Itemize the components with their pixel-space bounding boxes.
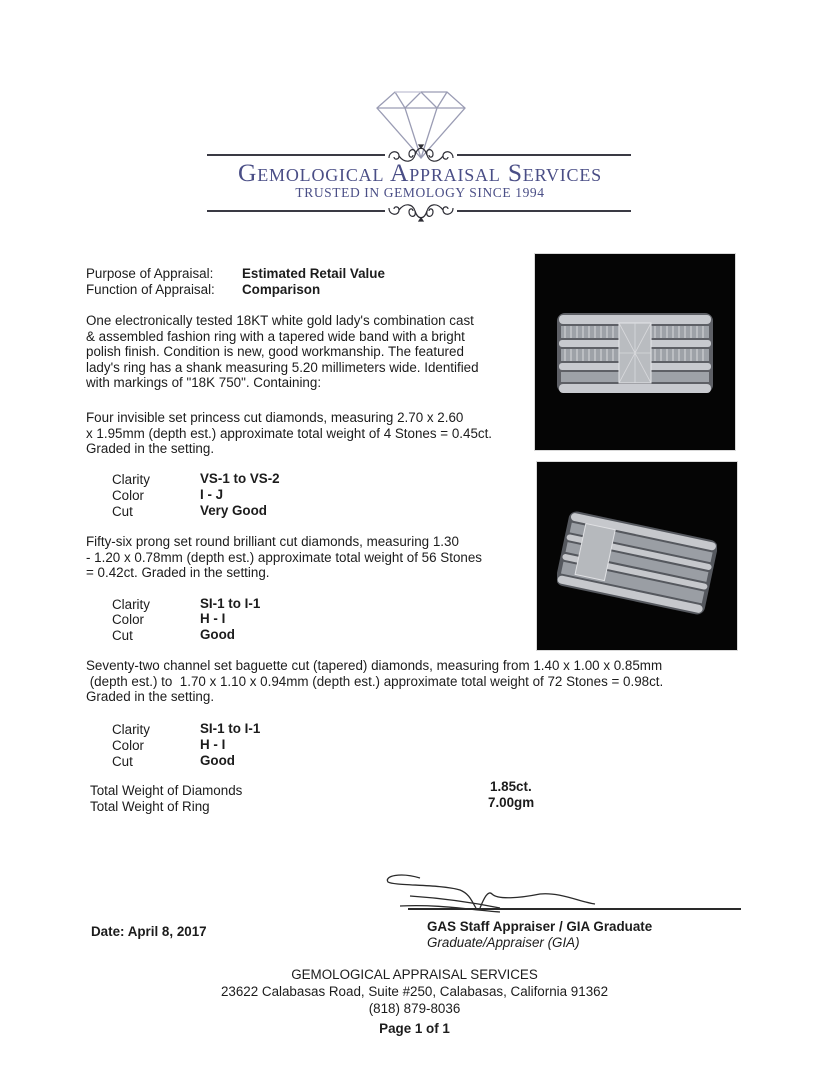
appraiser-signature <box>380 868 620 918</box>
footer-address: 23622 Calabasas Road, Suite #250, Calabasas, California 91362 <box>220 984 609 999</box>
total-ring-label: Total Weight of Ring <box>90 799 210 814</box>
total-ring-value: 7.00gm <box>488 795 535 810</box>
stone-group-round <box>86 534 482 581</box>
ring-photo-angled <box>536 461 738 651</box>
ring-front-image <box>555 309 715 399</box>
description-line: One electronically tested 18KT white gold lady's combination cast <box>86 313 474 328</box>
cut-value: Good <box>200 627 235 642</box>
ring-angled-image <box>557 507 717 617</box>
stone-description-line: - 1.20 x 0.78mm (depth est.) approximate total weight of 56 Stones <box>86 549 482 565</box>
stone-description-line: Seventy-two channel set baguette cut (tapered) diamonds, measuring from 1.40 x 1.00 x 0.85mm <box>86 658 663 673</box>
cut-value: Very Good <box>200 503 267 518</box>
cut-value: Good <box>200 753 235 768</box>
appraisal-date: Date: April 8, 2017 <box>91 924 207 939</box>
cut-label: Cut <box>112 628 133 643</box>
company-tagline: TRUSTED IN GEMOLOGY SINCE 1994 <box>295 185 545 200</box>
cut-label: Cut <box>112 504 133 519</box>
function-label: Function of Appraisal: <box>86 282 215 297</box>
page-number: Page 1 of 1 <box>379 1021 450 1036</box>
appraiser-title: GAS Staff Appraiser / GIA Graduate <box>427 919 653 934</box>
description-line: & assembled fashion ring with a tapered wide band with a bright <box>86 328 465 344</box>
description-line: lady's ring has a shank measuring 5.20 millimeters wide. Identified <box>86 359 479 375</box>
total-diamonds-value: 1.85ct. <box>490 779 532 794</box>
clarity-label: Clarity <box>112 722 150 737</box>
clarity-value: SI-1 to I-1 <box>200 721 261 736</box>
description-line: polish finish. Condition is new, good workmanship. The featured <box>86 344 464 360</box>
flourish-ornament-bottom <box>385 200 457 222</box>
company-name-heading: Gemological Appraisal Services <box>238 158 602 187</box>
color-label: Color <box>112 488 144 503</box>
clarity-value: SI-1 to I-1 <box>200 596 261 611</box>
stone-group-princess <box>86 410 492 457</box>
stone-description-line: = 0.42ct. Graded in the setting. <box>86 565 270 581</box>
stone-description-line: Fifty-six prong set round brilliant cut diamonds, measuring 1.30 <box>86 534 459 549</box>
stone-description-line: x 1.95mm (depth est.) approximate total weight of 4 Stones = 0.45ct. <box>86 425 493 441</box>
signature-line <box>408 908 741 910</box>
cut-label: Cut <box>112 754 133 769</box>
clarity-label: Clarity <box>112 472 150 487</box>
color-label: Color <box>112 738 144 753</box>
total-diamonds-label: Total Weight of Diamonds <box>90 783 243 798</box>
description-line: with markings of "18K 750". Containing: <box>86 375 322 391</box>
footer-phone: (818) 879-8036 <box>368 1001 461 1016</box>
header-rule-top-right <box>457 154 631 156</box>
color-label: Color <box>112 612 144 627</box>
header-rule-bottom-left <box>207 210 385 212</box>
stone-group-baguette <box>86 658 663 705</box>
stone-description-line: Graded in the setting. <box>86 689 215 705</box>
purpose-value: Estimated Retail Value <box>242 266 385 281</box>
clarity-label: Clarity <box>112 597 150 612</box>
color-value: H - I <box>200 611 226 626</box>
clarity-value: VS-1 to VS-2 <box>200 471 280 486</box>
purpose-label: Purpose of Appraisal: <box>86 266 214 281</box>
header-rule-bottom-right <box>457 210 631 212</box>
color-value: I - J <box>200 487 224 502</box>
function-value: Comparison <box>242 282 321 297</box>
appraiser-subtitle: Graduate/Appraiser (GIA) <box>427 935 580 950</box>
color-value: H - I <box>200 737 226 752</box>
stone-description-line: (depth est.) to 1.70 x 1.10 x 0.94mm (depth est.) approximate total weight of 72 Stones = 0.98ct. <box>86 673 664 689</box>
header-rule-top-left <box>207 154 385 156</box>
ring-description <box>86 313 479 391</box>
footer-company: GEMOLOGICAL APPRAISAL SERVICES <box>291 967 538 982</box>
stone-description-line: Four invisible set princess cut diamonds, measuring 2.70 x 2.60 <box>86 410 464 425</box>
stone-description-line: Graded in the setting. <box>86 441 215 457</box>
ring-photo-front <box>534 253 736 451</box>
